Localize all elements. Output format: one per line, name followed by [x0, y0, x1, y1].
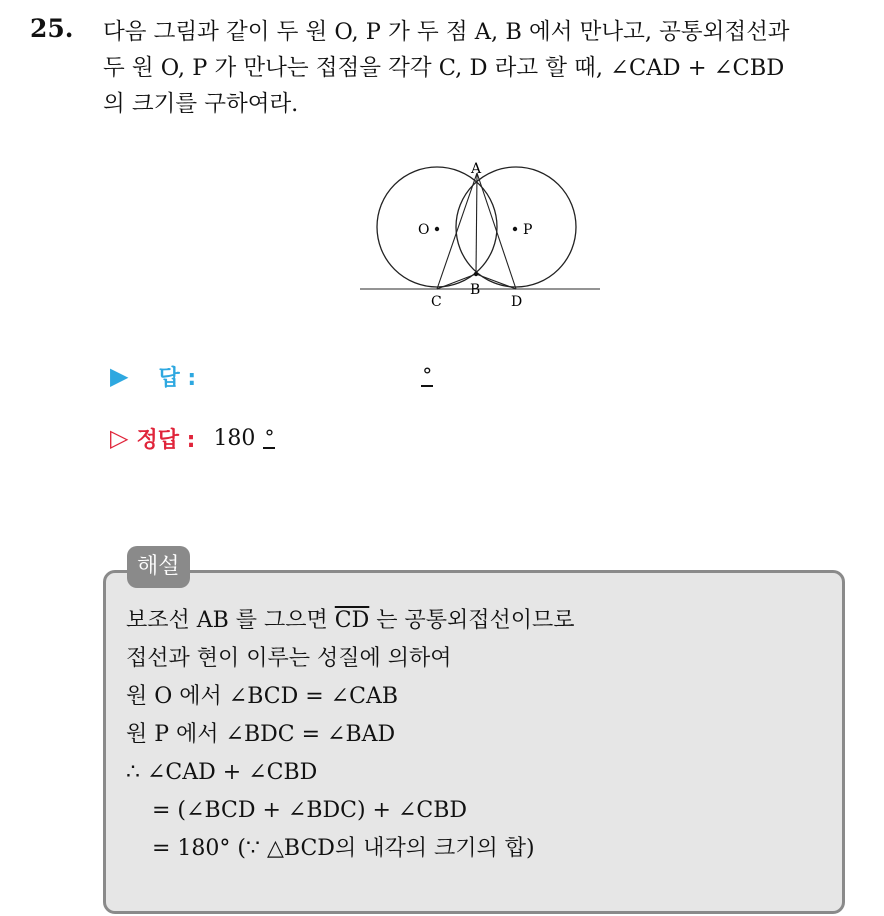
- point-p-dot: [513, 227, 517, 231]
- overline-segment: $\overline{CD}$: [334, 608, 370, 633]
- label-a: A: [471, 161, 482, 177]
- solution-line: = (∠BCD + ∠BDC) + ∠CBD: [152, 798, 468, 823]
- geometry-figure: [358, 157, 608, 317]
- label-p: P: [523, 222, 533, 238]
- correct-unit: °: [264, 425, 275, 449]
- solution-line: = 180° (∵ △BCD의 내각의 크기의 합): [152, 836, 535, 861]
- question-line: 다음 그림과 같이 두 원 O, P 가 두 점 A, B 에서 만나고, 공통외접선과: [103, 19, 790, 45]
- label-d: D: [511, 294, 523, 310]
- segment-bd: [476, 274, 516, 289]
- correct-value: 180: [213, 425, 256, 451]
- point-b-dot: [474, 272, 478, 276]
- solution-line: 원 O 에서 ∠BCD = ∠CAB: [126, 684, 398, 709]
- answer-label: 답 :: [158, 365, 197, 391]
- correct-label: 정답 :: [136, 427, 196, 453]
- segment-ac: [437, 173, 477, 289]
- answer-row: [110, 360, 433, 392]
- question-number: 25.: [30, 14, 74, 43]
- solution-line: 접선과 현이 이루는 성질에 의하여: [126, 646, 452, 671]
- correct-answer-row: [110, 422, 275, 454]
- solution-tag: 해설: [127, 546, 190, 588]
- circle-p: [456, 167, 576, 287]
- outline-arrow-icon: ▷: [110, 424, 129, 452]
- solution-line: ∴ ∠CAD + ∠CBD: [126, 760, 318, 785]
- label-b: B: [470, 282, 481, 298]
- point-o-dot: [435, 227, 439, 231]
- segment-ad: [477, 173, 516, 289]
- question-line: 의 크기를 구하여라.: [103, 91, 299, 117]
- answer-unit: °: [422, 363, 433, 387]
- question-text: [103, 14, 873, 122]
- label-c: C: [431, 294, 442, 310]
- solution-line: 원 P 에서 ∠BDC = ∠BAD: [126, 722, 396, 747]
- answer-blank[interactable]: [196, 364, 421, 388]
- label-o: O: [418, 222, 430, 238]
- question-line: 두 원 O, P 가 만나는 접점을 각각 C, D 라고 할 때, ∠CAD + ∠CBD: [103, 55, 785, 81]
- solution-text: [126, 602, 575, 868]
- play-arrow-icon: ▶: [110, 362, 129, 390]
- solution-line: 보조선 AB 를 그으면 $\overline{CD}$ 는 공통외접선이므로: [126, 608, 575, 633]
- segment-ab: [476, 173, 477, 274]
